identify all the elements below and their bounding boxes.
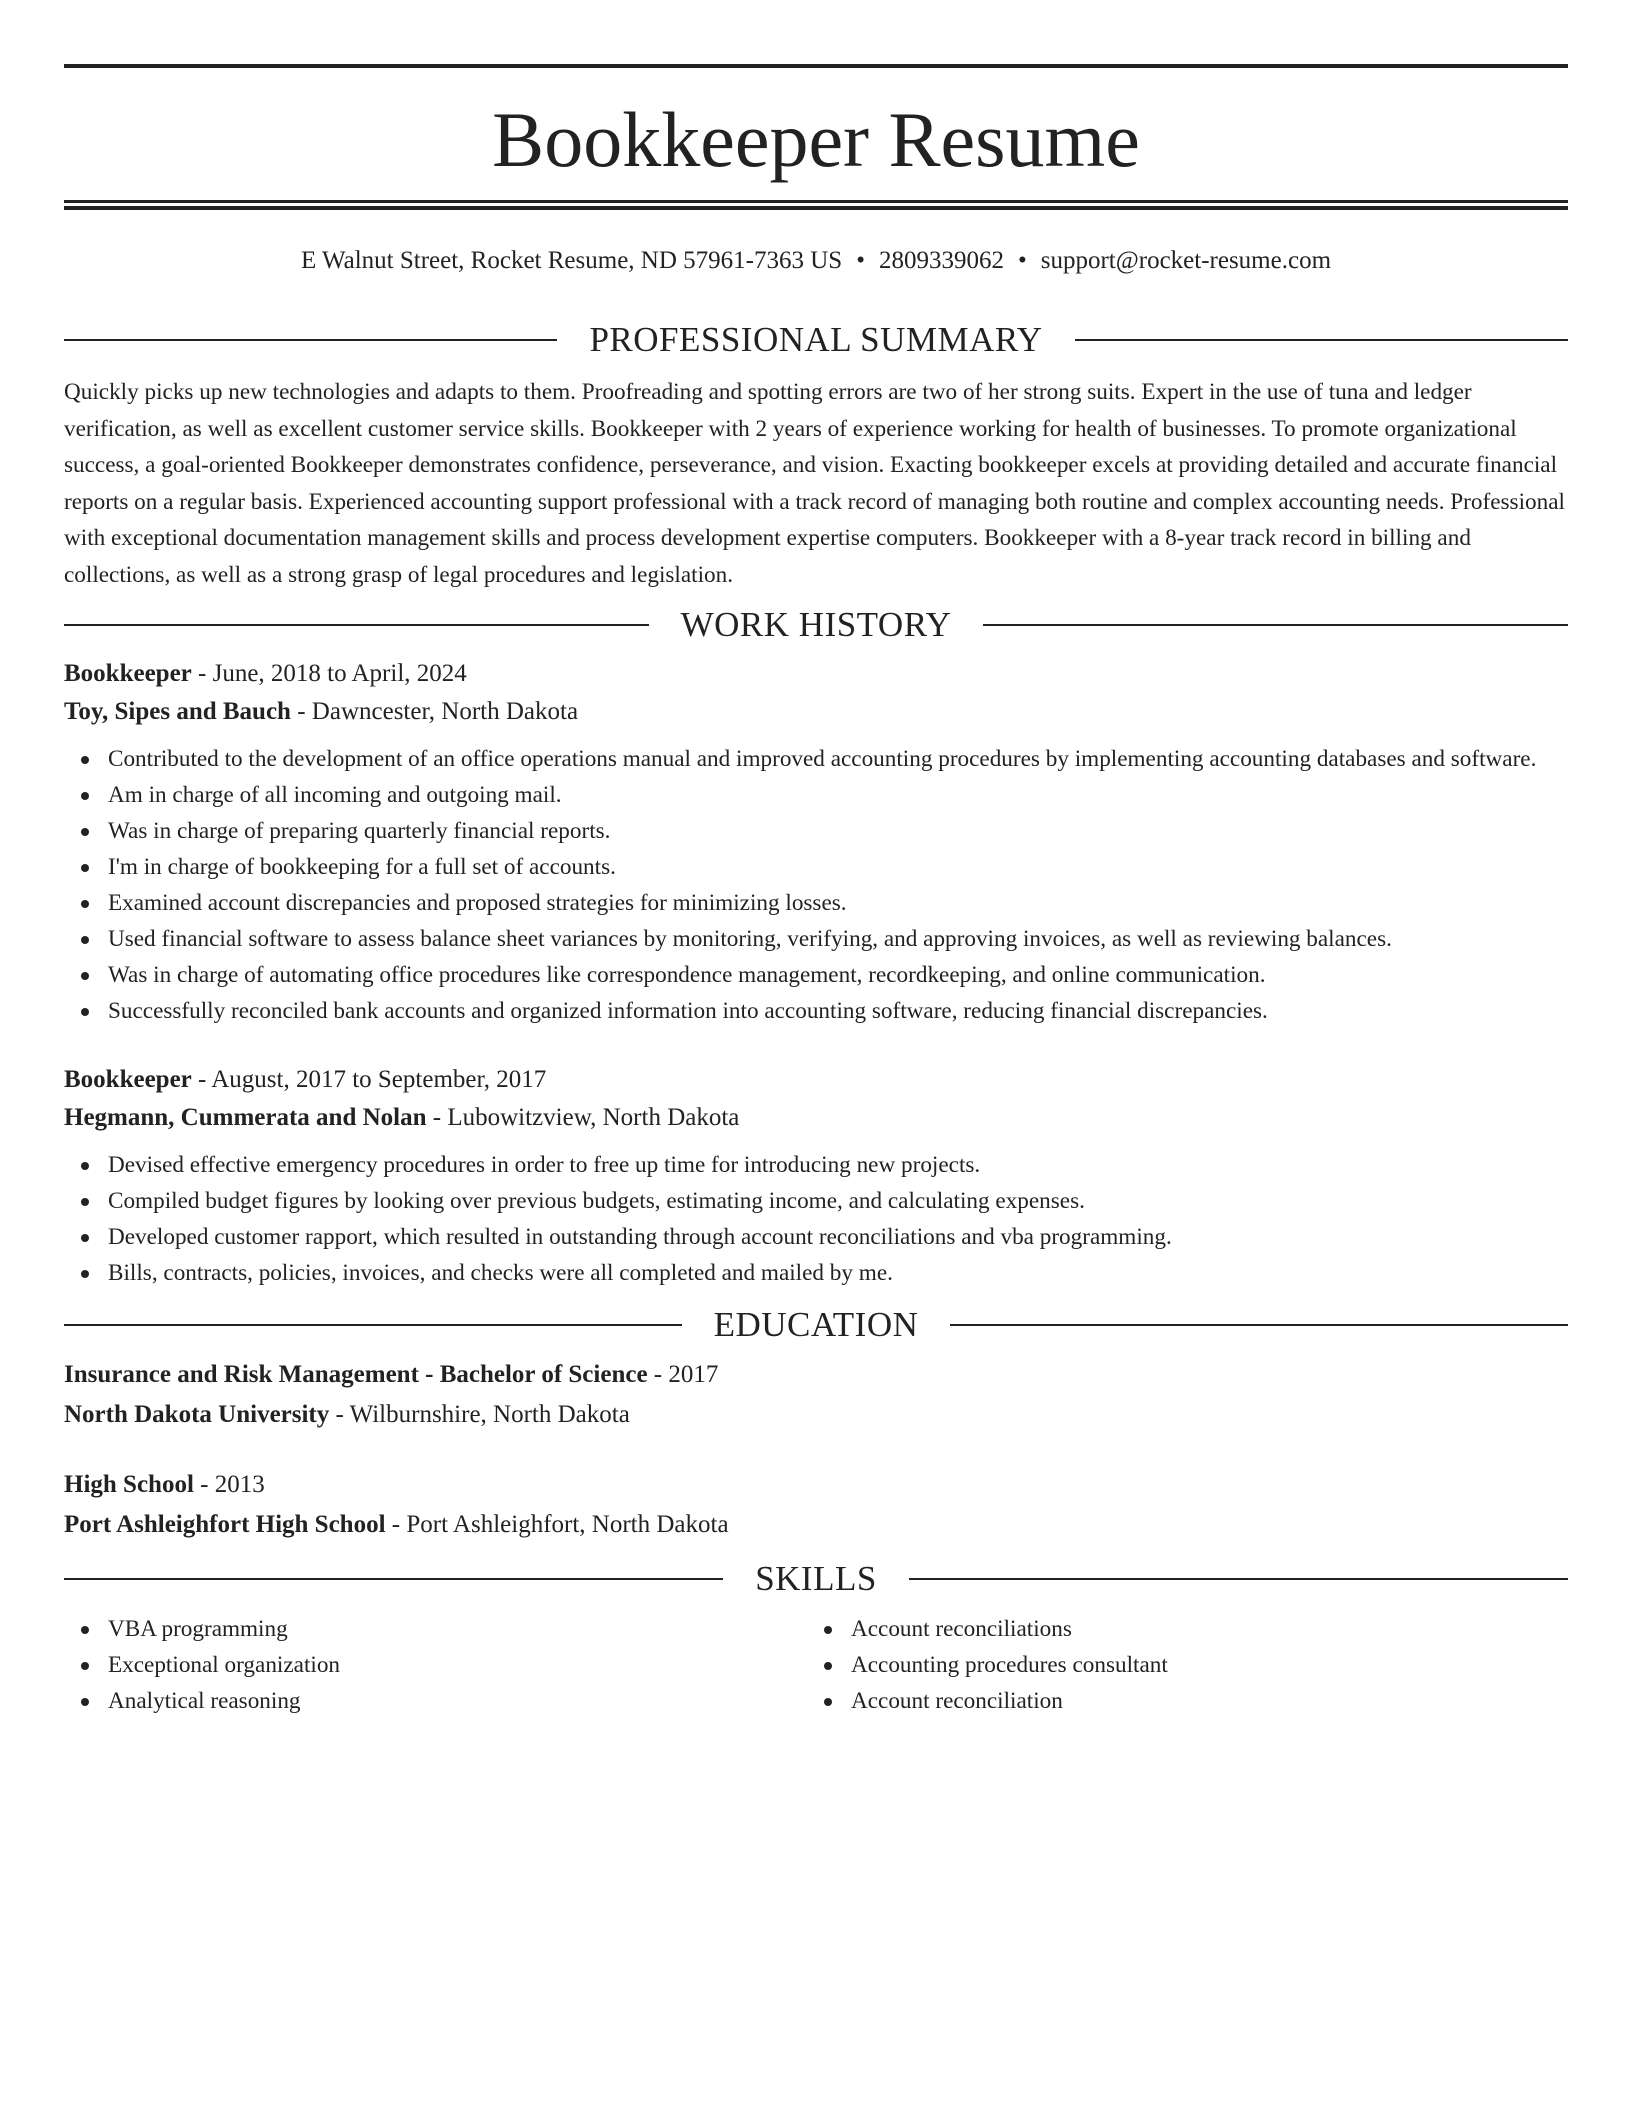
contact-separator: • [856,247,865,274]
job-bullet: Was in charge of automating office procedures like correspondence management, recordkeeping, and online communication. [64,957,1568,993]
work-heading-label: WORK HISTORY [680,605,952,644]
education-year: - 2013 [193,1471,265,1498]
job-title-line [64,655,1568,693]
skill-item: Account reconciliation [807,1683,1568,1719]
job-company-line [64,1099,1568,1137]
job-bullet: Was in charge of preparing quarterly financial reports. [64,813,1568,849]
skill-item: VBA programming [64,1611,807,1647]
education-school-line [64,1505,1568,1545]
education-degree-line [64,1465,1568,1505]
job-dates: - June, 2018 to April, 2024 [191,660,467,687]
education-degree-line [64,1355,1568,1395]
contact-phone[interactable]: 2809339062 [878,247,1004,274]
education-degree: Insurance and Risk Management - Bachelor of Science [64,1361,648,1388]
education-school: Port Ashleighfort High School [64,1511,386,1538]
header-top-rule [64,64,1568,68]
summary-heading [64,320,1568,360]
education-school: North Dakota University [64,1401,330,1428]
bullet-dot-icon [81,1698,89,1706]
education-degree: High School [64,1471,194,1498]
bullet-dot-icon [81,1662,89,1670]
bullet-dot-icon [81,1198,89,1206]
job-bullet: Devised effective emergency procedures in order to free up time for introducing new projects. [64,1147,1568,1183]
skills-columns [64,1611,1568,1719]
job-role: Bookkeeper [64,660,192,687]
contact-email[interactable]: support@rocket-resume.com [1040,247,1332,274]
education-location: - Wilburnshire, North Dakota [329,1401,630,1428]
job-location: - Lubowitzview, North Dakota [426,1104,740,1131]
job-bullet: Bills, contracts, policies, invoices, and checks were all completed and mailed by me. [64,1255,1568,1291]
job-company: Hegmann, Cummerata and Nolan [64,1104,427,1131]
resume-page [64,64,1568,1719]
skill-item: Account reconciliations [807,1611,1568,1647]
bullet-dot-icon [81,1626,89,1634]
education-heading [64,1305,1568,1345]
bullet-dot-icon [81,972,89,980]
heading-rule-right [983,624,1568,626]
summary-heading-label: PROFESSIONAL SUMMARY [589,320,1043,359]
bullet-dot-icon [81,1162,89,1170]
bullet-dot-icon [81,1008,89,1016]
bullet-dot-icon [81,936,89,944]
job-company: Toy, Sipes and Bauch [64,698,291,725]
job-bullet: Successfully reconciled bank accounts and organized information into accounting software, reducing financial discrepancies. [64,993,1568,1029]
education-entry [64,1355,1568,1435]
education-heading-label: EDUCATION [713,1305,919,1344]
summary-text: Quickly picks up new technologies and adapts to them. Proofreading and spotting errors are two of her strong suits. Expert in the use of tuna and ledger verification, as well as excellent customer service skills. Bookkeeper with 2 years of experience working for health of businesses. To promote organizational success, a goal-oriented Bookkeeper demonstrates confidence, perseverance, and vision. Exacting bookkeeper excels at providing detailed and accurate financial reports on a regular basis. Experienced accounting support professional with a track record of managing both routine and complex accounting needs. Professional with exceptional documentation management skills and process development expertise computers. Bookkeeper with a 8-year track record in billing and collections, as well as a strong grasp of legal procedures and legislation. [64,379,1565,588]
job-title-line [64,1061,1568,1099]
contact-line [64,246,1568,276]
skill-item: Accounting procedures consultant [807,1647,1568,1683]
heading-rule-left [64,339,557,341]
job-bullet: Am in charge of all incoming and outgoing mail. [64,777,1568,813]
bullet-dot-icon [81,864,89,872]
bullet-dot-icon [81,1234,89,1242]
job-bullet: Compiled budget figures by looking over previous budgets, estimating income, and calculating expenses. [64,1183,1568,1219]
job-entry [64,1061,1568,1291]
education-location: - Port Ashleighfort, North Dakota [385,1511,729,1538]
heading-rule-right [1075,339,1568,341]
bullet-dot-icon [81,792,89,800]
header-double-rule [64,200,1568,210]
skills-list-right [807,1611,1568,1719]
job-bullet: Developed customer rapport, which resulted in outstanding through account reconciliations and vba programming. [64,1219,1568,1255]
bullet-dot-icon [81,828,89,836]
heading-rule-left [64,1324,682,1326]
heading-rule-left [64,624,649,626]
heading-rule-right [909,1578,1568,1580]
heading-rule-left [64,1578,723,1580]
bullet-dot-icon [81,900,89,908]
job-entry [64,655,1568,1029]
bullet-dot-icon [81,1270,89,1278]
job-role: Bookkeeper [64,1066,192,1093]
job-bullet: Contributed to the development of an office operations manual and improved accounting procedures by implementing accounting databases and software. [64,741,1568,777]
education-year: - 2017 [647,1361,719,1388]
skills-heading [64,1559,1568,1599]
skills-heading-label: SKILLS [755,1559,877,1598]
job-dates: - August, 2017 to September, 2017 [191,1066,547,1093]
contact-address: E Walnut Street, Rocket Resume, ND 57961-7363 US [300,247,843,274]
job-bullet-list [64,1147,1568,1291]
job-location: - Dawncester, North Dakota [290,698,579,725]
work-heading [64,605,1568,645]
bullet-dot-icon [824,1662,832,1670]
skill-item: Analytical reasoning [64,1683,807,1719]
education-entry [64,1465,1568,1545]
heading-rule-right [950,1324,1568,1326]
job-bullet: Examined account discrepancies and proposed strategies for minimizing losses. [64,885,1568,921]
bullet-dot-icon [824,1698,832,1706]
skill-item: Exceptional organization [64,1647,807,1683]
bullet-dot-icon [81,756,89,764]
skills-list-left [64,1611,807,1719]
education-school-line [64,1395,1568,1435]
job-company-line [64,693,1568,731]
job-bullet-list [64,741,1568,1029]
bullet-dot-icon [824,1626,832,1634]
job-bullet: I'm in charge of bookkeeping for a full set of accounts. [64,849,1568,885]
job-bullet: Used financial software to assess balance sheet variances by monitoring, verifying, and approving invoices, as well as reviewing balances. [64,921,1568,957]
resume-title: Bookkeeper Resume [492,96,1140,183]
contact-separator: • [1017,247,1027,274]
